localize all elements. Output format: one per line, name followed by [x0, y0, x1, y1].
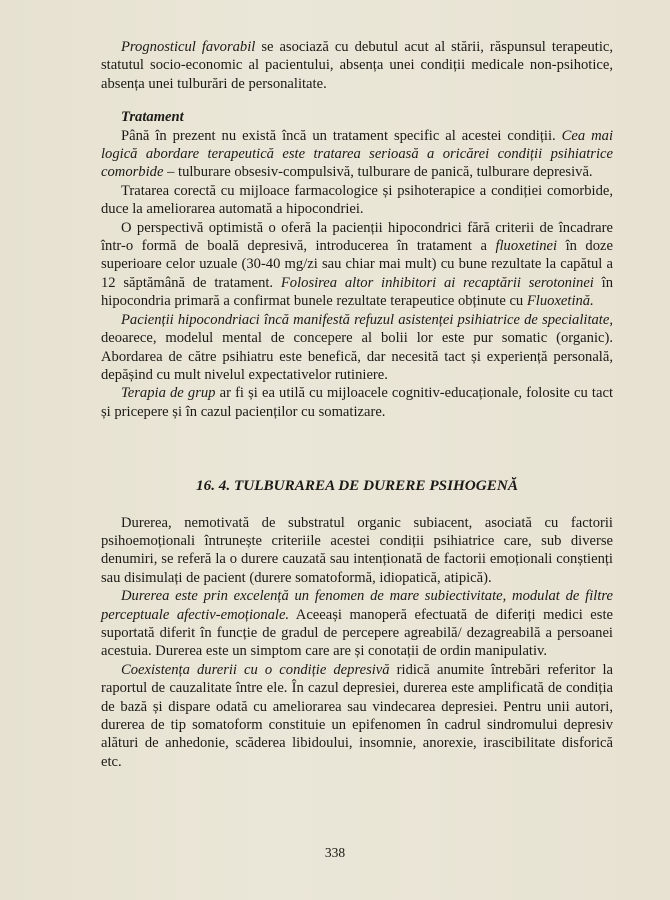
emphasis: Folosirea altor inhibitori ai recaptării serotoninei — [280, 274, 594, 291]
emphasis: Coexistența durerii cu o condiție depresivă — [121, 661, 390, 678]
paragraph-pain-definition: Durerea, nemotivată de substratul organic subiacent, asociată cu factorii psihoemoționali întrunește criteriile acestei condiții psihiatrice care, sub diverse denumiri, se referă la o durere cauzată sau intenționată de factorii emoționali conștienți sau disimulați de pacient (durere somatoformă, idiopatică, atipică). — [101, 514, 613, 586]
emphasis: Terapia de grup — [121, 385, 216, 402]
emphasis: Durerea este prin excelență un fenomen de mare subiectivitate, modulat de filtre perceptuale afectiv-emoționale. — [101, 588, 613, 623]
paragraph-text: în hipocondria primară a confirmat bunele rezultate terapeutice obținute cu — [101, 274, 613, 310]
page-number: 338 — [324, 845, 346, 860]
paragraph-text: se asociază cu debutul acut al stării, răspunsul terapeutic, statutul socio-economic al pacientului, absența unei condiții medicale non-psihotice, absența unei tulburări de personalitate. — [101, 39, 613, 92]
paragraph-pain-depression — [101, 661, 613, 771]
paragraph-text: O perspectivă optimistă o oferă la pacienții hipocondrici fără criterii de încadrare într-o formă de boală depresivă, introducerea în tratament a — [101, 219, 613, 255]
paragraph-treatment-intro — [101, 127, 613, 182]
paragraph-text: ar fi și ea utilă cu mijloacele cognitiv-educaționale, folosite cu tact și pricepere și în cazul pacienților cu somatizare. — [101, 385, 613, 420]
paragraph-prognostic — [101, 38, 613, 93]
paragraph-pain-subjectivity — [101, 587, 613, 661]
emphasis: Fluoxetină. — [526, 293, 594, 310]
paragraph-fluoxetine — [101, 219, 613, 311]
paragraph-comorbid: Tratarea corectă cu mijloace farmacologice și psihoterapice a condiției comorbide, duce la ameliorarea automată a hipocondriei. — [101, 182, 613, 218]
paragraph-refusal — [101, 311, 613, 385]
emphasis: Pacienții hipocondriaci încă manifestă refuzul asistenței psihiatrice de specialitate, — [121, 311, 613, 328]
paragraph-text: în doze superioare celor uzuale (30-40 mg/zi sau chiar mai mult) cu bune rezultate la capătul a 12 săptămână de tratament. — [101, 238, 613, 291]
paragraph-text: deoarece, modelul mental de concepere al bolii lor este pur somatic (organic). Abordarea de către psihiatru este benefică, dar necesită tact și experiență personală, depășind cu mult nivelul expectativelor rutiniere. — [101, 330, 613, 383]
section-title: 16. 4. TULBURAREA DE DURERE PSIHOGENĂ — [196, 477, 518, 495]
paragraph-text: Până în prezent nu există încă un tratament specific al acestei condiții. — [121, 127, 562, 144]
paragraph-text: Aceeași manoperă efectuată de diferiți medici este suportată diferit în funcție de gradul de percepere agreabilă/ dezagreabilă a persoanei acestuia. Durerea este un simptom care are și conotații de ordin manipulativ. — [101, 606, 613, 660]
paragraph-text: – tulburare obsesiv-compulsivă, tulburare de panică, tulburare depresivă. — [163, 164, 593, 181]
emphasis: fluoxetinei — [495, 238, 558, 255]
paragraph-text: ridică anumite întrebări referitor la raportul de cauzalitate între ele. În cazul depresiei, durerea este amplificată de condiția de bază și dispare odată cu ameliorarea sau vindecarea depresiei. Pentru unii autori, durerea de tip somatoform constituie un epifenomen în cadrul sindromului depresiv alături de anhedonie, scăderea libidoului, insomnie, anorexie, irascibilitate disforică etc. — [101, 661, 613, 770]
emphasis: Cea mai logică abordare terapeutică este tratarea serioasă a oricărei condiții psihiatrice comorbide — [101, 127, 613, 181]
subheading-tratament: Tratament — [121, 109, 184, 126]
paragraph-group-therapy — [101, 384, 613, 421]
text-body — [101, 38, 613, 771]
emphasis: Prognosticul favorabil — [121, 39, 256, 55]
